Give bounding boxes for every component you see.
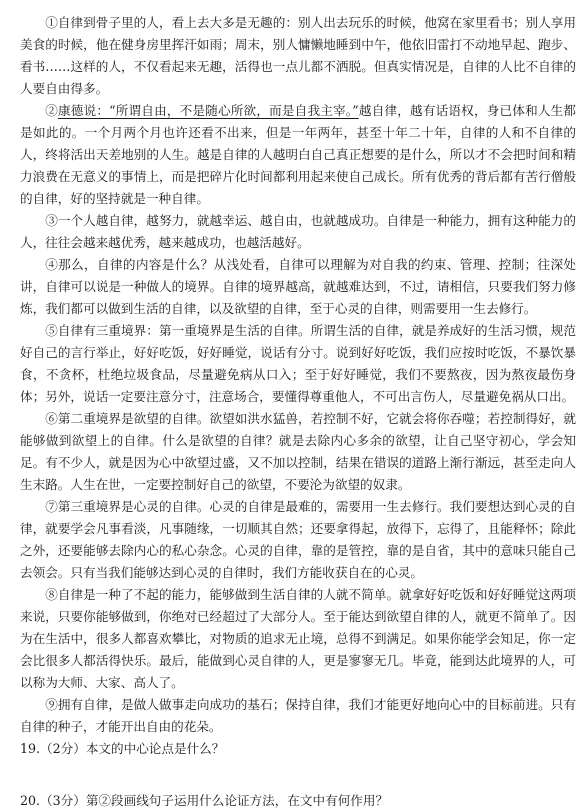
paragraph-4: ④那么，自律的内容是什么？从浅处看，自律可以理解为对自我的约束、管理、控制；往深处讲，自律可以说是一种做人的境界。自律的境界越高，就越难达到，不过，请相信，只要我们努力修炼，我们都可以做到生活的自律，以及欲望的自律，至于心灵的自律，则需要用一生去修行。: [20, 257, 576, 316]
paragraph-2-body: 越自律，越有话语权，身已体和人生都是如此的。一个月两个月也许还看不出来，但是一年两年，甚至十年二十年，自律的人和不自律的人，终将活出天差地别的人生。越是自律的人越明白自己真正想要的是什么，所以才不会把时间和精力浪费在无意义的事情上，而是把碎片化时间都利用起来使自己成长。所有优秀的背后都有苦行僧般的自律，好的坚持就是一种自律。: [20, 103, 577, 206]
paragraph-1: ①自律到骨子里的人，看上去大多是无趣的：别人出去玩乐的时候，他窝在家里看书；别人享用美食的时候，他在健身房里挥汗如雨；周末，别人慵懒地睡到中午，他依旧雷打不动地早起、跑步、看书……这样的人，不仅看起来无趣，活得也一点儿都不洒脱。但真实情况是，自律的人比不自律的人要自由得多。: [20, 15, 576, 96]
paragraph-2: [20, 100, 576, 210]
paragraph-9: ⑨拥有自律，是做人做事走向成功的基石；保持自律，我们才能更好地向心中的目标前进。只有自律的种子，才能开出自由的花朵。: [20, 697, 576, 734]
underlined-quote: 康德说：“所谓自由，不是随心所欲，而是自我主宰。”: [57, 103, 359, 118]
paragraph-6: ⑥第二重境界是欲望的自律。欲望如洪水猛兽，若控制不好，它就会将你吞噬；若控制得好，就能够做到欲望上的自律。什么是欲望的自律？就是去除内心多余的欲望，让自己坚守初心，学会知足。有不少人，就是因为心中欲望过盛，又不加以控制，结果在错误的道路上渐行渐远，甚至走向人生末路。人生在世，一定要控制好自己的欲望，不要沦为欲望的奴隶。: [20, 411, 576, 492]
paragraph-8: ⑧自律是一种了不起的能力，能够做到生活自律的人就不简单。就拿好好吃饭和好好睡觉这两项来说，只要你能够做到，你绝对已经超过了大部分人。至于能达到欲望自律的人，就更不简单了。因为在生活中，很多人都喜欢攀比，对物质的追求无止境，总得不到满足。如果你能学会知足，你一定会比很多人都活得快乐。最后，能做到心灵自律的人，更是寥寥无几。毕竟，能到达此境界的人，可以称为大师、大家、高人了。: [20, 587, 576, 690]
paragraph-3: ③一个人越自律，越努力，就越幸运、越自由，也就越成功。自律是一种能力，拥有这种能力的人，往往会越来越优秀，越来越成功，也越活越好。: [20, 213, 576, 250]
paragraph-2-number: ②: [45, 103, 58, 118]
question-19: 19.（2分）本文的中心论点是什么？: [20, 741, 225, 756]
paragraph-5: ⑤自律有三重境界：第一重境界是生活的自律。所谓生活的自律，就是养成好的生活习惯，规范好自己的言行举止，好好吃饭，好好睡觉，说话有分寸。说到好好吃饭，我们应按时吃饭，不暴饮暴食，不贪杯，杜绝垃圾食品，尽量避免病从口入；至于好好睡觉，我们不要熬夜，因为熬夜最伤身体；另外，说话一定要注意分寸，注意场合，要懂得尊重他人，不可出言伤人，尽量避免祸从口出。: [20, 323, 576, 404]
paragraph-7: ⑦第三重境界是心灵的自律。心灵的自律是最难的，需要用一生去修行。我们要想达到心灵的自律，就要学会凡事看淡，凡事随缘，一切顺其自然；还要拿得起，放得下，忘得了，且能释怀；除此之外，还要能够去除内心的私心杂念。心灵的自律，靠的是管控，靠的是自省，其中的意味只能自己去领会。只有当我们能够达到心灵的自律时，我们方能收获自在的心灵。: [20, 499, 576, 580]
question-20: 20.（3分）第②段画线句子运用什么论证方法，在文中有何作用？: [20, 793, 389, 808]
